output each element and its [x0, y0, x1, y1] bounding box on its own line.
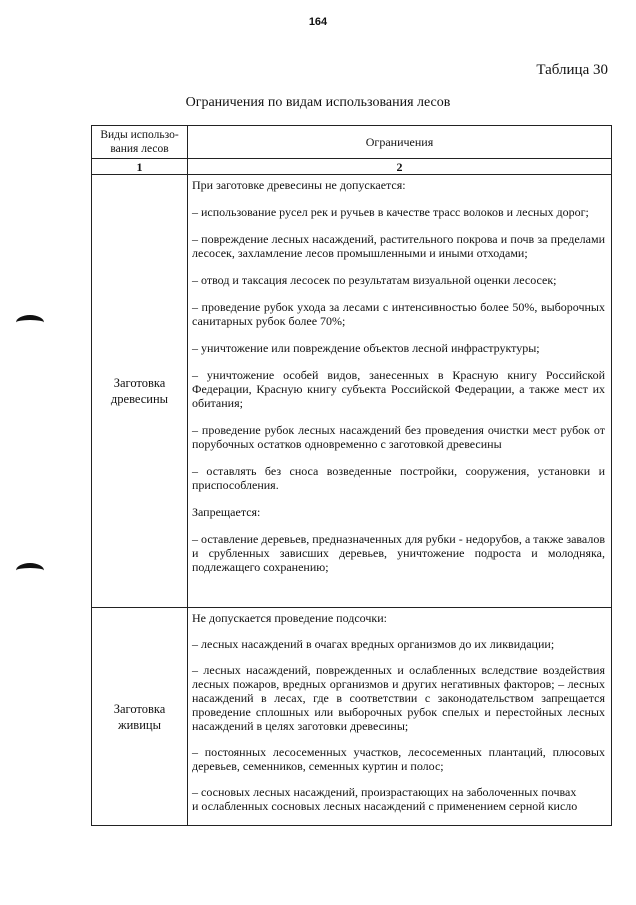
- column-number-row: [92, 159, 612, 175]
- cut-off-line: [192, 799, 605, 813]
- table-row: [92, 175, 612, 608]
- restrictions-table: [91, 125, 612, 826]
- scan-mark: [16, 563, 44, 578]
- restriction-item: – отвод и таксация лесосек по результатам визуальной оценки лесосек;: [192, 273, 557, 287]
- restriction-item: – уничтожение или повреждение объектов лесной инфраструктуры;: [192, 341, 540, 355]
- cut-off-text: и ослабленных сосновых лесных насаждений с применением серной кисло: [192, 799, 578, 813]
- restriction-item: – проведение рубок ухода за лесами с интенсивностью более 50%, выборочных санитарных рубок более 70%;: [192, 300, 605, 328]
- category-cell: Заготовка живицы: [92, 608, 188, 826]
- restriction-item: – сосновых лесных насаждений, произрастающих на заболоченных почвах: [192, 785, 577, 799]
- restriction-item: – лесных насаждений, поврежденных и ослабленных вследствие воздействия лесных пожаров, вредных организмов и других негативных факторов; – лесных насаждений в лесах, где в соответствии с законодательством запрещается проведение сплошных или выборочных рубок спелых и перестойных лесных насаждений в целях заготовки древесины;: [192, 663, 605, 733]
- page-number: 164: [308, 16, 328, 28]
- restrictions-cell: [188, 175, 612, 608]
- table-label: Таблица 30: [536, 62, 608, 78]
- header-col2: Ограничения: [188, 126, 612, 159]
- prohibited-label: Запрещается:: [192, 505, 261, 519]
- prohibited-item: – оставление деревьев, предназначенных для рубки - недорубов, а также завалов и срубленных зависших деревьев, уничтожение подроста и молодняка, подлежащего сохранению;: [192, 532, 605, 574]
- column-number-1: 1: [92, 159, 188, 175]
- restriction-item: – оставлять без сноса возведенные постройки, сооружения, установки и приспособления.: [192, 464, 605, 492]
- category-cell: Заготовка древесины: [92, 175, 188, 608]
- restriction-intro: Не допускается проведение подсочки:: [192, 611, 387, 625]
- header-col1: Виды использо-вания лесов: [92, 126, 188, 159]
- restriction-item: – использование русел рек и ручьев в качестве трасс волоков и лесных дорог;: [192, 205, 589, 219]
- table-header-row: [92, 126, 612, 159]
- table-row: [92, 608, 612, 826]
- restriction-item: – лесных насаждений в очагах вредных организмов до их ликвидации;: [192, 637, 555, 651]
- restrictions-cell: [188, 608, 612, 826]
- document-title: Ограничения по видам использования лесов: [185, 95, 451, 110]
- column-number-2: 2: [188, 159, 612, 175]
- restriction-item: – постоянных лесосеменных участков, лесосеменных плантаций, плюсовых деревьев, семенников, семенных куртин и полос;: [192, 745, 605, 773]
- restriction-item: – повреждение лесных насаждений, растительного покрова и почв за пределами лесосек, захламление лесов промышленными и иными отходами;: [192, 232, 605, 260]
- scan-mark: [16, 315, 44, 330]
- restriction-item: – проведение рубок лесных насаждений без проведения очистки мест рубок от порубочных остатков одновременно с заготовкой древесины: [192, 423, 605, 451]
- restriction-item: – уничтожение особей видов, занесенных в Красную книгу Российской Федерации, Красную книгу субъекта Российской Федерации, а также мест их обитания;: [192, 368, 605, 410]
- restriction-intro: При заготовке древесины не допускается:: [192, 178, 406, 192]
